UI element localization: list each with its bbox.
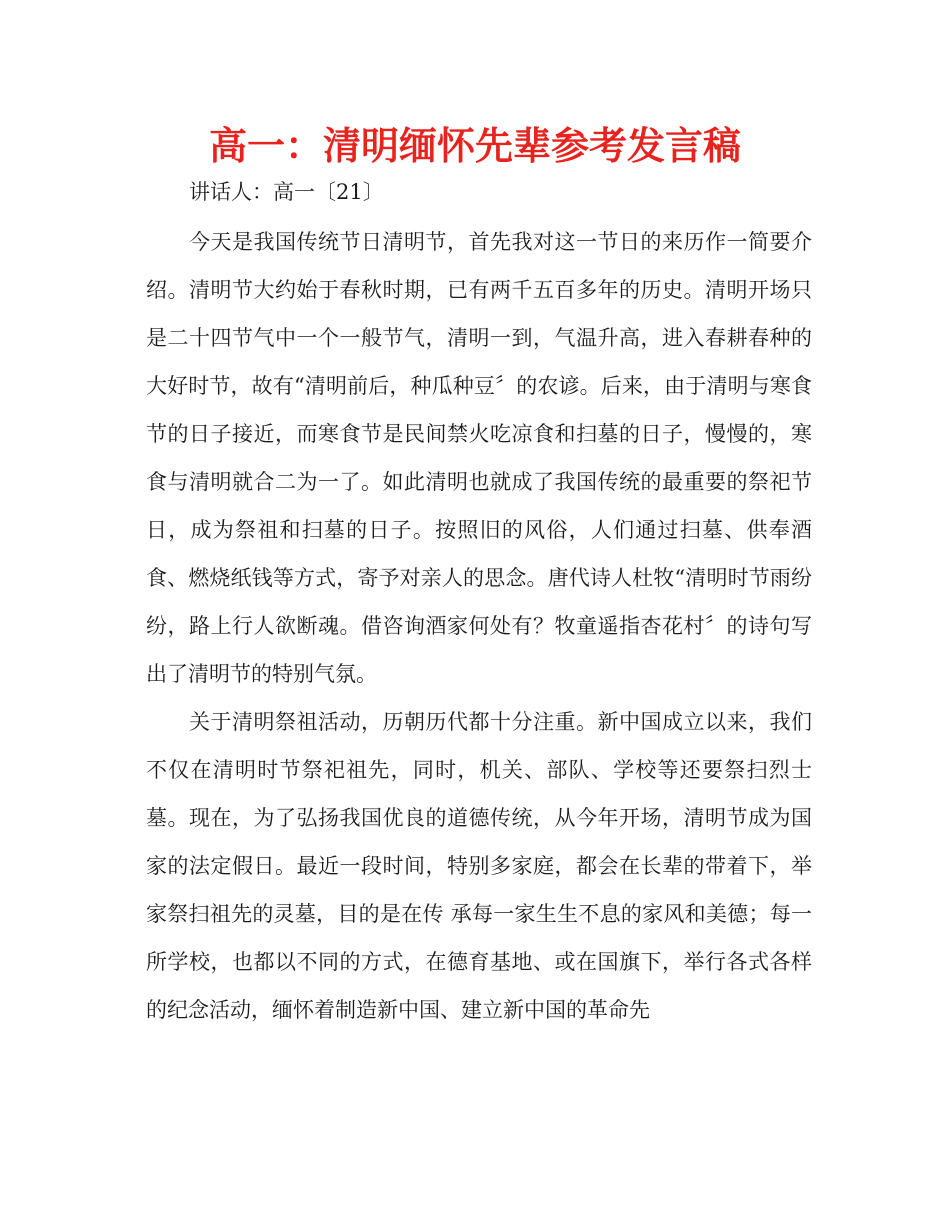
page-title: 高一：清明缅怀先辈参考发言稿	[208, 124, 741, 168]
paragraph-1: 今天是我国传统节日清明节，首先我对这一节日的来历作一简要介绍。清明节大约始于春秋时期，已有两千五百多年的历史。清明开场只是二十四节气中一个一般节气，清明一到，气温升高，进入春耕春种的大好时节，故有“清明前后，种瓜种豆〞的农谚。后来，由于清明与寒食节的日子接近，而寒食节是民间禁火吃凉食和扫墓的日子，慢慢的，寒食与清明就合二为一了。如此清明也就成了我国传统的最重要的祭祀节日，成为祭祖和扫墓的日子。按照旧的风俗，人们通过扫墓、供奉酒食、燃烧纸钱等方式，寄予对亲人的思念。唐代诗人杜牧“清明时节雨纷纷，路上行人欲断魂。借咨询酒家何处有？牧童遥指杏花村〞的诗句写出了清明节的特别气氛。	[146, 230, 812, 686]
paragraph-2: 关于清明祭祖活动，历朝历代都十分注重。新中国成立以来，我们不仅在清明时节祭祀祖先，同时，机关、部队、学校等还要祭扫烈士墓。现在，为了弘扬我国优良的道德传统，从今年开场，清明节成为国家的法定假日。最近一段时间，特别多家庭，都会在长辈的带着下，举家祭扫祖先的灵墓，目的是在传 承每一家生生不息的家风和美德；每一所学校，也都以不同的方式，在德育基地、或在国旗下，举行各式各样的纪念活动，缅怀着制造新中国、建立新中国的革命先	[146, 710, 812, 1022]
speaker-line: 讲话人：高一〔21〕	[189, 180, 384, 204]
